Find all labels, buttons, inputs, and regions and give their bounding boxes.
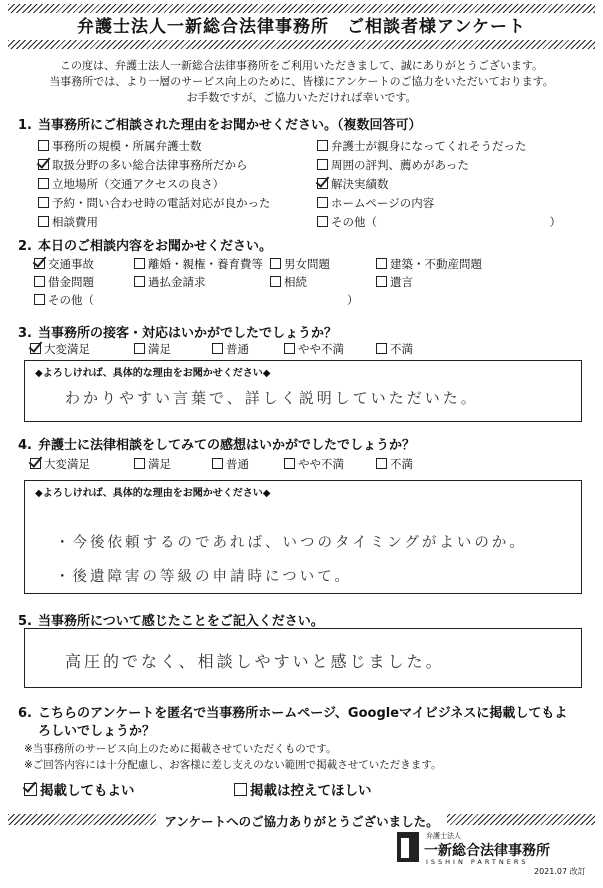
q4-handwritten-answer-2: ・後遺障害の等級の申請時について。 — [55, 569, 352, 585]
q1-option[interactable] — [38, 157, 271, 176]
q1-option[interactable] — [317, 214, 561, 233]
q2-option-label: 遺言 — [390, 275, 413, 289]
q2-option[interactable] — [34, 256, 94, 272]
q1-option[interactable] — [317, 138, 561, 157]
q2-option[interactable] — [134, 256, 263, 272]
question-6-text-line-1: こちらのアンケートを匿名で当事務所ホームページ、Googleマイビジネスに掲載してもよ — [38, 706, 568, 721]
question-3-number: 3. — [18, 326, 32, 341]
q1-option-label: 事務所の規模・所属弁護士数 — [52, 139, 202, 153]
q1-option-label: その他（ ） — [331, 215, 561, 229]
q6-note-1: ※当事務所のサービス向上のために掲載させていただくものです。 — [24, 743, 337, 755]
checkbox[interactable] — [234, 783, 247, 796]
q3-option[interactable] — [376, 341, 413, 357]
q2-option-other[interactable] — [34, 292, 359, 308]
page-title: 弁護士法人一新総合法律事務所 ご相談者様アンケート — [77, 17, 526, 37]
checkbox[interactable] — [284, 343, 295, 354]
q1-option-label: 解決実績数 — [331, 177, 389, 191]
checkbox[interactable] — [212, 458, 223, 469]
footer-thanks-wrap — [0, 811, 603, 830]
checkbox[interactable] — [38, 197, 49, 208]
question-1-number: 1. — [18, 118, 32, 133]
checkbox[interactable] — [284, 458, 295, 469]
question-4-number: 4. — [18, 438, 32, 453]
checkbox[interactable] — [317, 197, 328, 208]
q4-handwritten-answer-1: ・今後依頼するのであれば、いつのタイミングがよいのか。 — [55, 535, 527, 551]
checkbox-checked[interactable] — [30, 458, 41, 469]
q1-option-label: 取扱分野の多い総合法律事務所だから — [52, 158, 248, 172]
question-1-text: 当事務所にご相談された理由をお聞かせください。（複数回答可） — [38, 118, 422, 133]
checkbox[interactable] — [270, 276, 281, 287]
intro-line-1: この度は、弁護士法人一新総合法律事務所をご利用いただきまして、誠にありがとうございます。 — [60, 59, 543, 72]
q5-handwritten-answer: 高圧的でなく、相談しやすいと感じました。 — [65, 652, 445, 671]
q2-option-label: 男女問題 — [284, 257, 330, 271]
checkbox[interactable] — [34, 276, 45, 287]
q1-option[interactable] — [38, 176, 271, 195]
q1-option-label: 弁護士が親身になってくれそうだった — [331, 139, 527, 153]
logo-small-text: 弁護士法人 — [426, 832, 461, 840]
q4-option-label: 不満 — [390, 457, 413, 471]
q5-comment-box[interactable] — [24, 628, 582, 688]
question-4-text: 弁護士に法律相談をしてみての感想はいかがでしたでしょうか？ — [38, 438, 416, 453]
checkbox[interactable] — [376, 258, 387, 269]
q2-option[interactable] — [270, 274, 307, 290]
checkbox[interactable] — [34, 294, 45, 305]
q1-option[interactable] — [317, 176, 561, 195]
q3-option[interactable] — [212, 341, 249, 357]
q6-option-label: 掲載は控えてほしい — [250, 783, 372, 799]
q1-option-label: 立地場所（交通アクセスの良さ） — [52, 177, 225, 191]
question-3-text: 当事務所の接客・対応はいかがでしたでしょうか？ — [38, 326, 338, 341]
q1-option-label: 周囲の評判、薦めがあった — [331, 158, 469, 172]
checkbox[interactable] — [212, 343, 223, 354]
q4-option-label: 満足 — [148, 457, 171, 471]
q2-option-label: 過払金請求 — [148, 275, 206, 289]
q1-option[interactable] — [317, 157, 561, 176]
q4-comment-prompt: ◆よろしければ、具体的な理由をお聞かせください◆ — [35, 488, 271, 499]
q2-option-label: その他（ ） — [48, 293, 359, 307]
q3-option-label: 大変満足 — [44, 342, 90, 356]
q2-option[interactable] — [270, 256, 330, 272]
checkbox-checked[interactable] — [24, 783, 37, 796]
q1-option-label: 相談費用 — [52, 215, 98, 229]
q2-option[interactable] — [376, 256, 482, 272]
checkbox[interactable] — [376, 276, 387, 287]
checkbox-checked[interactable] — [317, 178, 328, 189]
checkbox[interactable] — [317, 216, 328, 227]
q6-option-no[interactable] — [234, 779, 372, 799]
checkbox[interactable] — [38, 216, 49, 227]
logo-english-name: ISSHIN PARTNERS — [426, 858, 529, 866]
q3-option-label: 普通 — [226, 342, 249, 356]
q1-option[interactable] — [38, 214, 271, 233]
q1-left-options — [38, 138, 271, 233]
q1-option-label: 予約・問い合わせ時の電話対応が良かった — [52, 196, 271, 210]
question-5 — [18, 610, 324, 629]
q3-comment-box[interactable] — [24, 360, 582, 422]
q2-option-label: 建築・不動産問題 — [390, 257, 482, 271]
q4-option-label: やや不満 — [298, 457, 344, 471]
intro-text — [40, 58, 563, 106]
question-4 — [18, 434, 415, 453]
q4-option[interactable] — [30, 456, 90, 472]
q1-option[interactable] — [38, 195, 271, 214]
question-6-text-line-2: ろしいでしょうか？ — [38, 724, 156, 739]
checkbox[interactable] — [376, 458, 387, 469]
q4-option[interactable] — [284, 456, 344, 472]
q3-comment-prompt: ◆よろしければ、具体的な理由をお聞かせください◆ — [35, 368, 271, 379]
intro-line-3: お手数ですが、ご協力いただければ幸いです。 — [186, 91, 417, 104]
question-2 — [18, 235, 272, 254]
checkbox-checked[interactable] — [30, 343, 41, 354]
q3-option[interactable] — [284, 341, 344, 357]
checkbox[interactable] — [134, 458, 145, 469]
intro-line-2: 当事務所では、より一層のサービス向上のために、皆様にアンケートのご協力をいただいております。 — [49, 75, 554, 88]
q6-option-label: 掲載してもよい — [40, 783, 135, 799]
footer-thanks: アンケートへのご協力ありがとうございました。 — [156, 814, 446, 829]
q2-option-label: 交通事故 — [48, 257, 94, 271]
question-5-text: 当事務所について感じたことをご記入ください。 — [38, 614, 324, 629]
checkbox[interactable] — [376, 343, 387, 354]
q2-option-label: 相続 — [284, 275, 307, 289]
checkbox-checked[interactable] — [38, 159, 49, 170]
checkbox[interactable] — [38, 178, 49, 189]
q3-handwritten-answer: わかりやすい言葉で、詳しく説明していただいた。 — [65, 389, 479, 407]
q6-option-yes[interactable] — [24, 779, 135, 799]
checkbox[interactable] — [317, 140, 328, 151]
checkbox[interactable] — [38, 140, 49, 151]
question-6-number: 6. — [18, 706, 32, 721]
q1-right-options — [317, 138, 561, 233]
question-2-text: 本日のご相談内容をお聞かせください。 — [38, 239, 273, 254]
q3-option-label: やや不満 — [298, 342, 344, 356]
q1-option[interactable] — [317, 195, 561, 214]
q3-option-label: 満足 — [148, 342, 171, 356]
q4-option-label: 普通 — [226, 457, 249, 471]
question-3 — [18, 322, 337, 341]
checkbox[interactable] — [134, 343, 145, 354]
q6-note-2: ※ご回答内容には十分配慮し、お客様に差し支えのない範囲で掲載させていただきます。 — [24, 759, 442, 771]
q2-option-label: 離婚・親権・養育費等 — [148, 257, 263, 271]
q2-option[interactable] — [134, 274, 206, 290]
question-1 — [18, 114, 422, 133]
question-6 — [18, 702, 567, 721]
q4-comment-box[interactable] — [24, 480, 582, 594]
q4-option[interactable] — [376, 456, 413, 472]
checkbox[interactable] — [134, 276, 145, 287]
q3-option-label: 不満 — [390, 342, 413, 356]
q2-option[interactable] — [34, 274, 94, 290]
q3-option[interactable] — [134, 341, 171, 357]
firm-logo-icon — [397, 832, 419, 862]
q4-option-label: 大変満足 — [44, 457, 90, 471]
q4-option[interactable] — [212, 456, 249, 472]
q1-option-label: ホームページの内容 — [331, 196, 435, 210]
checkbox-checked[interactable] — [34, 258, 45, 269]
checkbox[interactable] — [270, 258, 281, 269]
checkbox[interactable] — [317, 159, 328, 170]
q2-option-label: 借金問題 — [48, 275, 94, 289]
q2-option[interactable] — [376, 274, 413, 290]
header-hatch-band — [8, 40, 595, 49]
question-2-number: 2. — [18, 239, 32, 254]
logo-firm-name: 一新総合法律事務所 — [424, 843, 550, 859]
q3-option[interactable] — [30, 341, 90, 357]
checkbox[interactable] — [134, 258, 145, 269]
question-5-number: 5. — [18, 614, 32, 629]
revision-date: 2021.07 改訂 — [534, 867, 586, 876]
q1-option[interactable] — [38, 138, 271, 157]
q4-option[interactable] — [134, 456, 171, 472]
